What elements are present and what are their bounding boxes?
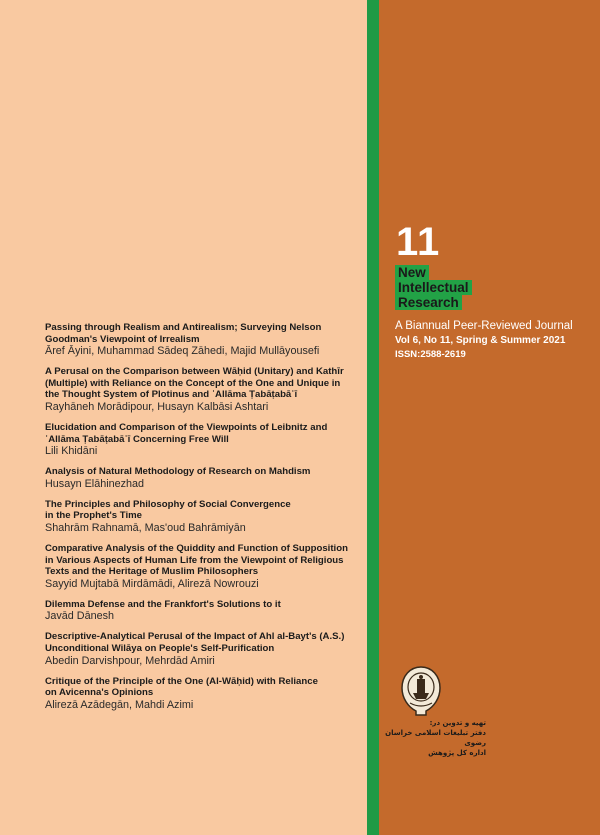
article-authors: Shahrām Rahnamā, Mas'oud Bahrāmiyān [45, 521, 246, 534]
toc-entry [45, 599, 365, 624]
article-title: Critique of the Principle of the One (Al-Wāḥid) with Reliance on Avicenna's Opinions [45, 675, 318, 699]
publisher-line: اداره کل پژوهش [428, 749, 486, 757]
publisher-emblem-icon [398, 665, 444, 717]
article-title: Descriptive-Analytical Perusal of the Impact of Ahl al-Bayt's (A.S.) Unconditional Wilāya on People's Self-Purification [45, 631, 345, 654]
article-title: Dilemma Defense and the Frankfort's Solutions to it [45, 598, 281, 610]
toc-entry [45, 322, 365, 358]
journal-title-line: New [395, 265, 429, 280]
article-title: Analysis of Natural Methodology of Research on Mahdism [45, 466, 311, 478]
toc-entry [45, 366, 365, 414]
journal-title [395, 265, 472, 310]
article-title: Elucidation and Comparison of the Viewpoints of Leibnitz and ʿAllāma Ṭabāṭabāʾī Concerning Free Will [45, 421, 328, 445]
publisher-info [380, 718, 486, 758]
article-title: The Principles and Philosophy of Social Convergence in the Prophet's Time [45, 498, 291, 522]
article-title: Comparative Analysis of the Quiddity and Function of Supposition in Various Aspects of Human Life from the Viewpoint of Religious Texts and the Heritage of Muslim Philosophers [45, 542, 348, 578]
article-authors: Lili Khidāni [45, 445, 98, 458]
toc-entry [45, 543, 365, 591]
article-title: A Perusal on the Comparison between Wāḥid (Unitary) and Kathīr (Multiple) with Reliance on the Concept of the One and Unique in the Thought System of Plotinus and ʿAllāma Ṭabāṭabāʾī [45, 366, 344, 401]
journal-title-line: Research [395, 295, 462, 310]
toc-entry [45, 466, 365, 491]
article-authors: Sayyid Mujtabā Mirdāmādi, Alirezā Nowrouzi [45, 577, 259, 590]
article-authors: Āref Āyini, Muhammad Sādeq Zāhedi, Majid Mullāyousefi [45, 345, 320, 358]
toc-entry [45, 499, 365, 535]
journal-subtitle: A Biannual Peer-Reviewed Journal [395, 320, 573, 332]
article-authors: Javād Dānesh [45, 610, 115, 623]
toc-entry [45, 422, 365, 458]
publisher-line: دفتر تبلیغات اسلامی خراسان رضوی [385, 729, 486, 747]
article-authors: Rayhāneh Morādipour, Husayn Kalbāsi Ashtari [45, 400, 269, 413]
article-authors: Alirezā Azādegān, Mahdi Azimi [45, 698, 194, 711]
issn: ISSN:2588-2619 [395, 349, 466, 360]
volume-info: Vol 6, No 11, Spring & Summer 2021 [395, 335, 566, 346]
journal-title-line: Intellectual [395, 280, 472, 295]
article-title: Passing through Realism and Antirealism; Surveying Nelson Goodman's Viewpoint of Irrealism [45, 322, 322, 345]
table-of-contents [45, 322, 365, 720]
issue-number: 11 [396, 220, 441, 264]
article-authors: Husayn Elāhinezhad [45, 477, 145, 490]
toc-entry [45, 631, 365, 667]
green-stripe [367, 0, 379, 835]
publisher-line: تهیه و تدوین در: [429, 719, 486, 727]
article-authors: Abedin Darvishpour, Mehrdād Amiri [45, 654, 215, 667]
toc-entry [45, 676, 365, 712]
